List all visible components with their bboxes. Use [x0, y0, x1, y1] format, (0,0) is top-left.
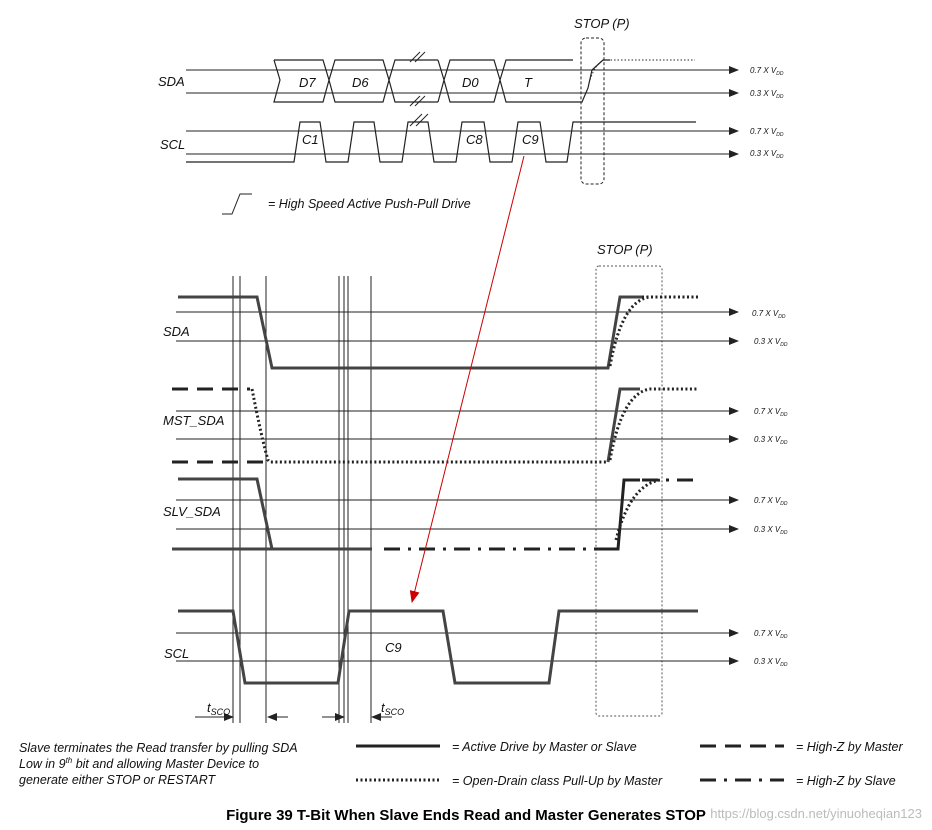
top-stop-label: STOP (P) [574, 16, 630, 31]
slv-threshold-low-label: 0.3 X $V_{DD}$ [754, 525, 788, 536]
bottom-stop-box [596, 266, 662, 716]
top-scl-break-mark-2 [416, 114, 428, 126]
top-sda-threshold-low-label: 0.3 X $V_{DD}$ [750, 89, 784, 100]
top-sda-threshold-high-label: 0.7 X $V_{DD}$ [750, 66, 784, 77]
slv-threshold-high-label: 0.7 X $V_{DD}$ [754, 496, 788, 507]
scl-waveform [178, 611, 698, 683]
mst-sda-pullup-stop-dotted [610, 389, 698, 460]
c9-label: C9 [385, 640, 402, 655]
top-scl-waveform [186, 122, 696, 162]
mst-sda-pullup-dotted [252, 389, 608, 462]
top-sda-label: SDA [158, 74, 185, 89]
top-scl-break-mark-1 [410, 114, 422, 126]
legend-hiz-master-label: = High-Z by Master [796, 740, 903, 754]
legend-hiz-slave-label: = High-Z by Slave [796, 774, 896, 788]
line-legend [356, 740, 903, 788]
mst-threshold-low-label: 0.3 X $V_{DD}$ [754, 435, 788, 446]
top-scl-threshold-low-label: 0.3 X $V_{DD}$ [750, 149, 784, 160]
bit-label-d6: D6 [352, 75, 369, 90]
clock-label-c8: C8 [466, 132, 483, 147]
top-sda-break-mark-4 [415, 96, 425, 106]
scl-threshold-high-label: 0.7 X $V_{DD}$ [754, 629, 788, 640]
mst-threshold-high-label: 0.7 X $V_{DD}$ [754, 407, 788, 418]
mst-sda-label: MST_SDA [163, 413, 225, 428]
top-scl-threshold-high-label: 0.7 X $V_{DD}$ [750, 127, 784, 138]
sda-label: SDA [163, 324, 190, 339]
hs-push-pull-symbol [222, 194, 252, 214]
slv-sda-stop-rise [606, 480, 640, 549]
tsco-label-2: $t_{SCO}$ [381, 700, 405, 717]
sda-threshold-high-label: 0.7 X $V_{DD}$ [752, 309, 786, 320]
sda-pullup-dotted [610, 297, 698, 366]
note-line-3: generate either STOP or RESTART [19, 773, 216, 787]
clock-label-c9: C9 [522, 132, 539, 147]
top-stop-box [581, 38, 604, 184]
top-scl-label: SCL [160, 137, 186, 152]
top-sda-break-mark-3 [410, 96, 420, 106]
figure-caption: Figure 39 T-Bit When Slave Ends Read and Master Generates STOP [226, 807, 706, 824]
scl-threshold-low-label: 0.3 X $V_{DD}$ [754, 657, 788, 668]
note-line-1: Slave terminates the Read transfer by pulling SDA [19, 741, 298, 755]
sda-threshold-low-label: 0.3 X $V_{DD}$ [754, 337, 788, 348]
top-sda-waveform [274, 60, 610, 102]
bit-label-t: T [524, 75, 532, 90]
hs-legend-label: = High Speed Active Push-Pull Drive [268, 197, 471, 211]
bottom-timing-diagram [172, 266, 738, 723]
bottom-stop-label: STOP (P) [597, 242, 653, 257]
watermark: https://blog.csdn.net/yinuoheqian123 [710, 806, 922, 821]
tsco-label-1: $t_{SCO}$ [207, 700, 231, 717]
bit-label-d0: D0 [462, 75, 479, 90]
clock-label-c1: C1 [302, 132, 319, 147]
note-line-2: Low in 9th bit and allowing Master Device to [19, 756, 260, 771]
bit-label-d7: D7 [299, 75, 316, 90]
scl-label: SCL [164, 646, 190, 661]
legend-pullup-label: = Open-Drain class Pull-Up by Master [452, 774, 663, 788]
slv-sda-label: SLV_SDA [163, 504, 221, 519]
legend-active-label: = Active Drive by Master or Slave [452, 740, 637, 754]
top-timing-diagram [186, 38, 738, 214]
sda-waveform [178, 297, 642, 368]
c9-connector-arrow [412, 156, 524, 602]
